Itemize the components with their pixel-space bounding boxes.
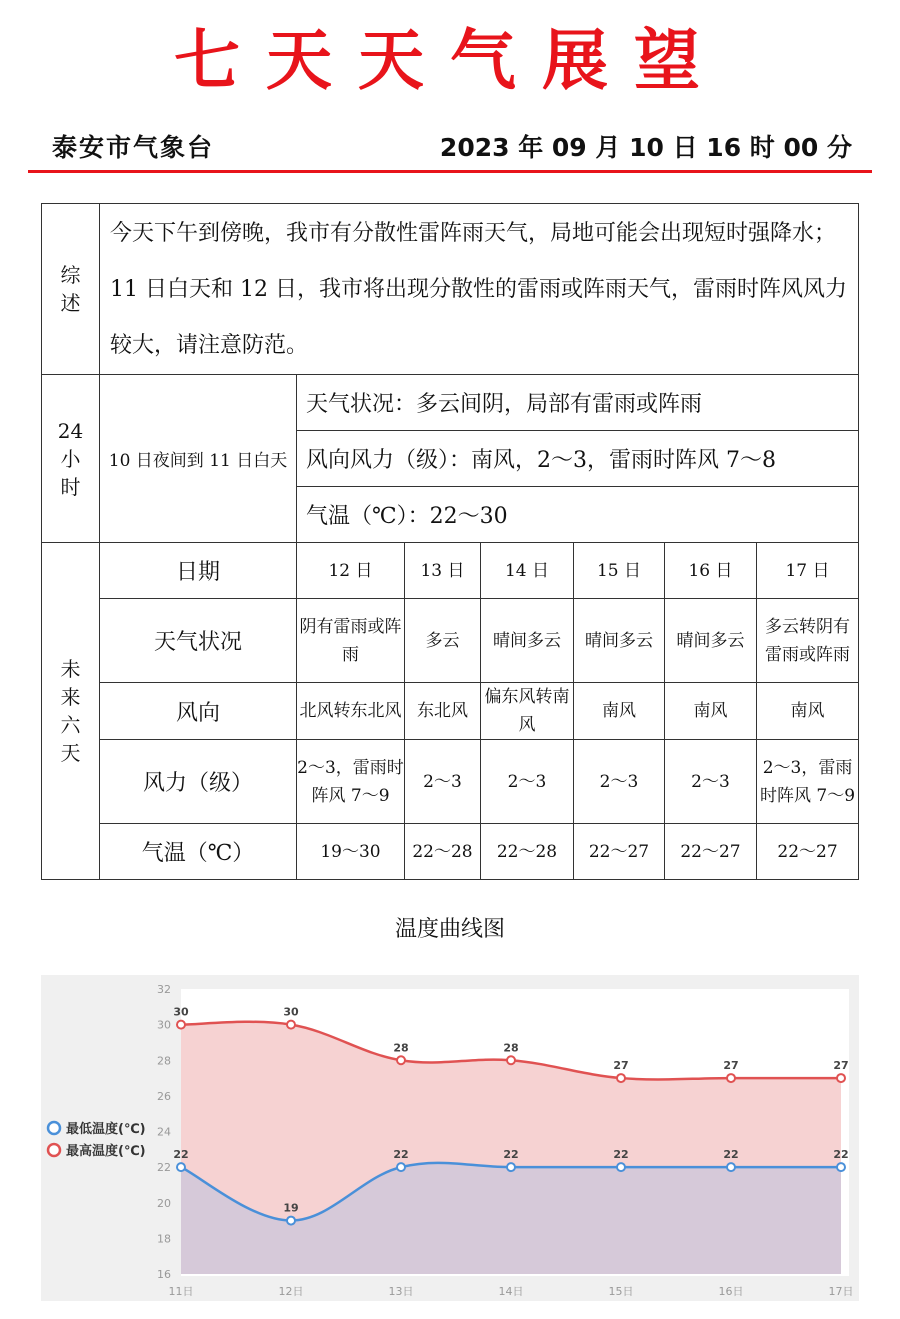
max-temperature-label: 27 <box>723 1059 739 1073</box>
h24-weather: 天气状况：多云间阴，局部有雷雨或阵雨 <box>297 375 859 431</box>
wind-force-cell: 2～3，雷雨时阵风 7～9 <box>757 740 859 824</box>
x-tick-label: 13日 <box>388 1285 414 1298</box>
wind-force-cell: 2～3 <box>665 740 757 824</box>
wind-force-cell: 2～3 <box>481 740 574 824</box>
date-cell: 13 日 <box>405 543 481 599</box>
max-temperature-point <box>617 1074 625 1082</box>
y-tick-label: 16 <box>157 1268 171 1281</box>
weather-cell: 晴间多云 <box>574 599 665 683</box>
min-temperature-point <box>837 1163 845 1171</box>
wind-direction-cell: 东北风 <box>405 683 481 740</box>
legend-min-temperature-marker <box>48 1122 60 1134</box>
min-temperature-point <box>177 1163 185 1171</box>
y-tick-label: 28 <box>157 1054 171 1068</box>
max-temperature-point <box>397 1056 405 1064</box>
temperature-cell: 22～28 <box>481 824 574 880</box>
max-temperature-point <box>727 1074 735 1082</box>
y-tick-label: 24 <box>157 1125 171 1139</box>
temperature-cell: 22～27 <box>665 824 757 880</box>
row-label-weather: 天气状况 <box>100 599 297 683</box>
x-tick-label: 17日 <box>828 1285 854 1298</box>
summary-label: 综 述 <box>42 204 100 375</box>
date-cell: 16 日 <box>665 543 757 599</box>
header-divider <box>28 170 872 173</box>
temperature-cell: 22～28 <box>405 824 481 880</box>
h24-span: 10 日夜间到 11 日白天 <box>100 375 297 543</box>
chart-title: 温度曲线图 <box>394 917 505 942</box>
x-tick-label: 12日 <box>278 1285 304 1298</box>
min-temperature-label: 22 <box>833 1148 849 1162</box>
row-label-temperature: 气温（℃） <box>100 824 297 880</box>
temperature-cell: 19～30 <box>297 824 405 880</box>
row-label-date: 日期 <box>100 543 297 599</box>
six-days-label: 未 来 六 天 <box>42 543 100 880</box>
min-temperature-label: 22 <box>173 1148 189 1162</box>
date-cell: 12 日 <box>297 543 405 599</box>
date-cell: 15 日 <box>574 543 665 599</box>
min-temperature-point <box>727 1163 735 1171</box>
wind-direction-cell: 南风 <box>574 683 665 740</box>
wind-direction-cell: 南风 <box>757 683 859 740</box>
weather-cell: 晴间多云 <box>481 599 574 683</box>
min-temperature-label: 19 <box>283 1201 299 1215</box>
max-temperature-label: 30 <box>283 1005 299 1019</box>
x-tick-label: 14日 <box>498 1285 524 1298</box>
weather-cell: 晴间多云 <box>665 599 757 683</box>
date-cell: 17 日 <box>757 543 859 599</box>
y-tick-label: 32 <box>157 983 171 996</box>
max-temperature-label: 28 <box>503 1041 519 1055</box>
max-temperature-point <box>837 1074 845 1082</box>
temperature-row <box>42 824 859 880</box>
x-tick-label: 16日 <box>718 1285 744 1298</box>
weather-cell: 阴有雷雨或阵雨 <box>297 599 405 683</box>
wind-direction-row <box>42 683 859 740</box>
wind-direction-cell: 北风转东北风 <box>297 683 405 740</box>
min-temperature-point <box>397 1163 405 1171</box>
max-temperature-point <box>177 1021 185 1029</box>
row-label-wind-force: 风力（级） <box>100 740 297 824</box>
issuing-organization: 泰安市气象台 <box>52 133 215 162</box>
y-tick-label: 22 <box>157 1161 171 1175</box>
legend-max-temperature-marker <box>48 1144 60 1156</box>
y-tick-label: 26 <box>157 1089 171 1103</box>
forecast-table <box>41 203 859 880</box>
min-temperature-label: 22 <box>393 1148 409 1162</box>
min-temperature-point <box>617 1163 625 1171</box>
max-temperature-label: 27 <box>833 1059 849 1073</box>
min-temperature-label: 22 <box>503 1148 519 1162</box>
min-temperature-label: 22 <box>613 1148 629 1162</box>
temperature-cell: 22～27 <box>757 824 859 880</box>
row-label-wind-direction: 风向 <box>100 683 297 740</box>
x-tick-label: 15日 <box>608 1285 634 1298</box>
y-tick-label: 30 <box>157 1018 171 1032</box>
max-temperature-label: 27 <box>613 1059 629 1073</box>
date-row <box>42 543 859 599</box>
wind-force-row <box>42 740 859 824</box>
y-tick-label: 18 <box>157 1232 171 1246</box>
issue-time: 2023 年 09 月 10 日 16 时 00 分 <box>439 133 852 162</box>
h24-weather-row <box>42 375 859 431</box>
legend-max-temperature-label: 最高温度(℃) <box>66 1144 146 1159</box>
max-temperature-label: 28 <box>393 1041 409 1055</box>
max-temperature-point <box>507 1056 515 1064</box>
h24-wind: 风向风力（级）：南风，2～3，雷雨时阵风 7～8 <box>297 431 859 487</box>
min-temperature-label: 22 <box>723 1148 739 1162</box>
x-tick-label: 11日 <box>168 1285 194 1298</box>
max-temperature-point <box>287 1021 295 1029</box>
legend-min-temperature-label: 最低温度(℃) <box>66 1122 146 1137</box>
h24-temp: 气温（℃）：22～30 <box>297 487 859 543</box>
wind-direction-cell: 偏东风转南风 <box>481 683 574 740</box>
weather-cell: 多云转阴有雷雨或阵雨 <box>757 599 859 683</box>
max-temperature-label: 30 <box>173 1005 189 1019</box>
y-tick-label: 20 <box>157 1196 171 1210</box>
wind-direction-cell: 南风 <box>665 683 757 740</box>
wind-force-cell: 2～3 <box>405 740 481 824</box>
temperature-cell: 22～27 <box>574 824 665 880</box>
wind-force-cell: 2～3，雷雨时阵风 7～9 <box>297 740 405 824</box>
temperature-chart <box>41 975 859 1301</box>
summary-text: 今天下午到傍晚，我市有分散性雷阵雨天气，局地可能会出现短时强降水；11 日白天和 12 日，我市将出现分散性的雷雨或阵雨天气，雷雨时阵风风力较大，请注意防范。 <box>100 204 859 375</box>
wind-force-cell: 2～3 <box>574 740 665 824</box>
weather-row <box>42 599 859 683</box>
weather-cell: 多云 <box>405 599 481 683</box>
min-temperature-point <box>507 1163 515 1171</box>
h24-label: 24 小 时 <box>42 375 100 543</box>
min-temperature-point <box>287 1217 295 1225</box>
summary-row <box>42 204 859 375</box>
date-cell: 14 日 <box>481 543 574 599</box>
page-title: 七天天气展望 <box>174 21 726 99</box>
